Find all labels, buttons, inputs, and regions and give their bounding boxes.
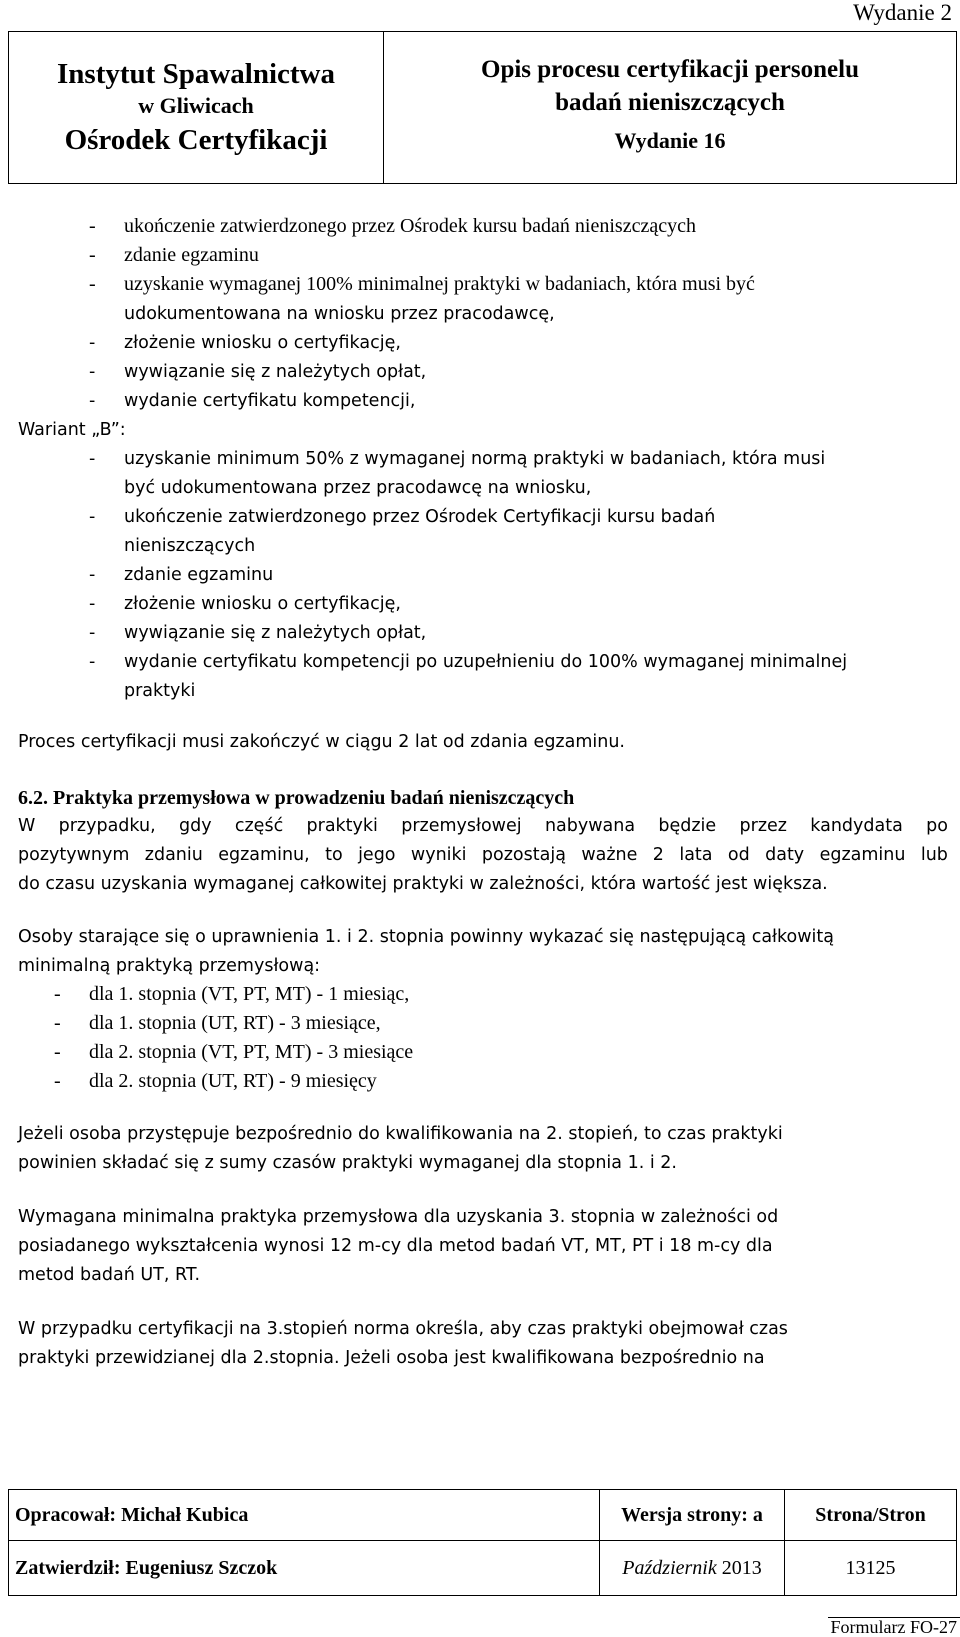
list-item: złożenie wniosku o certyfikację, — [124, 594, 401, 614]
section-heading: 6.2. Praktyka przemysłowa w prowadzeniu badań nieniszczących — [18, 787, 575, 809]
paragraph-line: posiadanego wykształcenia wynosi 12 m-cy dla metod badań VT, MT, PT i 18 m-cy dla — [18, 1236, 773, 1256]
list-bullet: - — [54, 983, 61, 1005]
list-bullet: - — [89, 244, 96, 266]
document-footer — [8, 1489, 957, 1596]
list-item: zdanie egzaminu — [124, 565, 274, 585]
list-bullet: - — [89, 391, 96, 411]
date-year: 2013 — [721, 1556, 762, 1579]
list-item: dla 1. stopnia (VT, PT, MT) - 1 miesiąc, — [89, 983, 410, 1005]
page-version-cell — [600, 1490, 785, 1541]
document-edition: Wydanie 16 — [614, 127, 726, 153]
date-month: Październik — [622, 1556, 717, 1579]
list-item: uzyskanie wymaganej 100% minimalnej praktyki w badaniach, która musi być — [124, 273, 755, 295]
paragraph-line: praktyki przewidzianej dla 2.stopnia. Jeżeli osoba jest kwalifikowana bezpośrednio na — [18, 1348, 765, 1368]
list-bullet: - — [89, 273, 96, 295]
approved-by-name: Eugeniusz Szczok — [125, 1556, 278, 1579]
list-item: dla 1. stopnia (UT, RT) - 3 miesiące, — [89, 1012, 381, 1034]
page-value: 13125 — [845, 1556, 896, 1579]
edition-label: Wydanie 2 — [853, 0, 952, 25]
prepared-by-cell — [9, 1490, 600, 1541]
paragraph-line: W przypadku, gdy część praktyki przemysłowej nabywana będzie przez kandydata po — [18, 816, 948, 836]
list-item-continuation: udokumentowana na wniosku przez pracodawcę, — [124, 304, 555, 324]
list-item: wydanie certyfikatu kompetencji, — [124, 391, 416, 411]
list-bullet: - — [89, 565, 96, 585]
list-bullet: - — [89, 652, 96, 672]
list-item: dla 2. stopnia (UT, RT) - 9 miesięcy — [89, 1070, 377, 1092]
list-item: wywiązanie się z należytych opłat, — [124, 362, 427, 382]
list-item: ukończenie zatwierdzonego przez Ośrodek kursu badań nieniszczących — [124, 215, 696, 237]
institute-name: Instytut Spawalnictwa — [57, 57, 335, 90]
document-subtitle: badań nieniszczących — [555, 88, 785, 116]
institute-block — [9, 32, 384, 184]
institute-city: w Gliwicach — [138, 92, 254, 118]
page-version-label: Wersja strony: a — [621, 1503, 763, 1526]
page-label-cell — [785, 1490, 957, 1541]
list-bullet: - — [89, 333, 96, 353]
paragraph-line: do czasu uzyskania wymaganej całkowitej praktyki w zależności, która wartość jest większa. — [18, 874, 828, 894]
document-header — [8, 31, 957, 184]
process-note: Proces certyfikacji musi zakończyć w ciągu 2 lat od zdania egzaminu. — [18, 732, 625, 752]
document-title: Opis procesu certyfikacji personelu — [481, 55, 859, 83]
approved-by-label: Zatwierdził: — [15, 1556, 121, 1579]
paragraph-line: Jeżeli osoba przystępuje bezpośrednio do kwalifikowania na 2. stopień, to czas praktyki — [18, 1124, 783, 1144]
date-cell — [600, 1541, 785, 1596]
list-bullet: - — [89, 507, 96, 527]
list-bullet: - — [89, 362, 96, 382]
list-bullet: - — [54, 1041, 61, 1063]
list-item-continuation: nieniszczących — [124, 536, 256, 556]
list-bullet: - — [54, 1070, 61, 1092]
list-item: zdanie egzaminu — [124, 244, 259, 266]
list-item: ukończenie zatwierdzonego przez Ośrodek Certyfikacji kursu badań — [124, 507, 716, 527]
page-value-cell — [785, 1541, 957, 1596]
list-item-continuation: być udokumentowana przez pracodawcę na wniosku, — [124, 478, 592, 498]
approved-by-cell — [9, 1541, 600, 1596]
list-bullet: - — [89, 449, 96, 469]
page-label: Strona/Stron — [815, 1503, 926, 1526]
list-item-continuation: praktyki — [124, 681, 196, 701]
paragraph-line: W przypadku certyfikacji na 3.stopień norma określa, aby czas praktyki obejmował czas — [18, 1319, 788, 1339]
list-bullet: - — [89, 623, 96, 643]
document-title-block — [384, 32, 957, 184]
prepared-by-name: Michał Kubica — [121, 1503, 249, 1526]
paragraph-line: Wymagana minimalna praktyka przemysłowa dla uzyskania 3. stopnia w zależności od — [18, 1207, 779, 1227]
prepared-by-label: Opracował: — [15, 1503, 117, 1526]
paragraph-line: pozytywnym zdaniu egzaminu, to jego wyniki pozostają ważne 2 lata od daty egzaminu lub — [18, 845, 948, 865]
paragraph-line: metod badań UT, RT. — [18, 1265, 201, 1285]
list-item: wywiązanie się z należytych opłat, — [124, 623, 427, 643]
variant-b-label: Wariant „B”: — [18, 420, 126, 440]
list-bullet: - — [89, 215, 96, 237]
list-item: złożenie wniosku o certyfikację, — [124, 333, 401, 353]
list-bullet: - — [89, 594, 96, 614]
list-item: dla 2. stopnia (VT, PT, MT) - 3 miesiące — [89, 1041, 414, 1063]
form-label: Formularz FO-27 — [828, 1617, 960, 1637]
paragraph-line: Osoby starające się o uprawnienia 1. i 2. stopnia powinny wykazać się następującą całkowitą — [18, 927, 834, 947]
list-bullet: - — [54, 1012, 61, 1034]
certification-center: Ośrodek Certyfikacji — [64, 123, 328, 156]
list-item: wydanie certyfikatu kompetencji po uzupełnieniu do 100% wymaganej minimalnej — [124, 652, 848, 672]
paragraph-line: powinien składać się z sumy czasów praktyki wymaganej dla stopnia 1. i 2. — [18, 1153, 677, 1173]
paragraph-line: minimalną praktyką przemysłową: — [18, 956, 321, 976]
list-item: uzyskanie minimum 50% z wymaganej normą praktyki w badaniach, która musi — [124, 449, 826, 469]
